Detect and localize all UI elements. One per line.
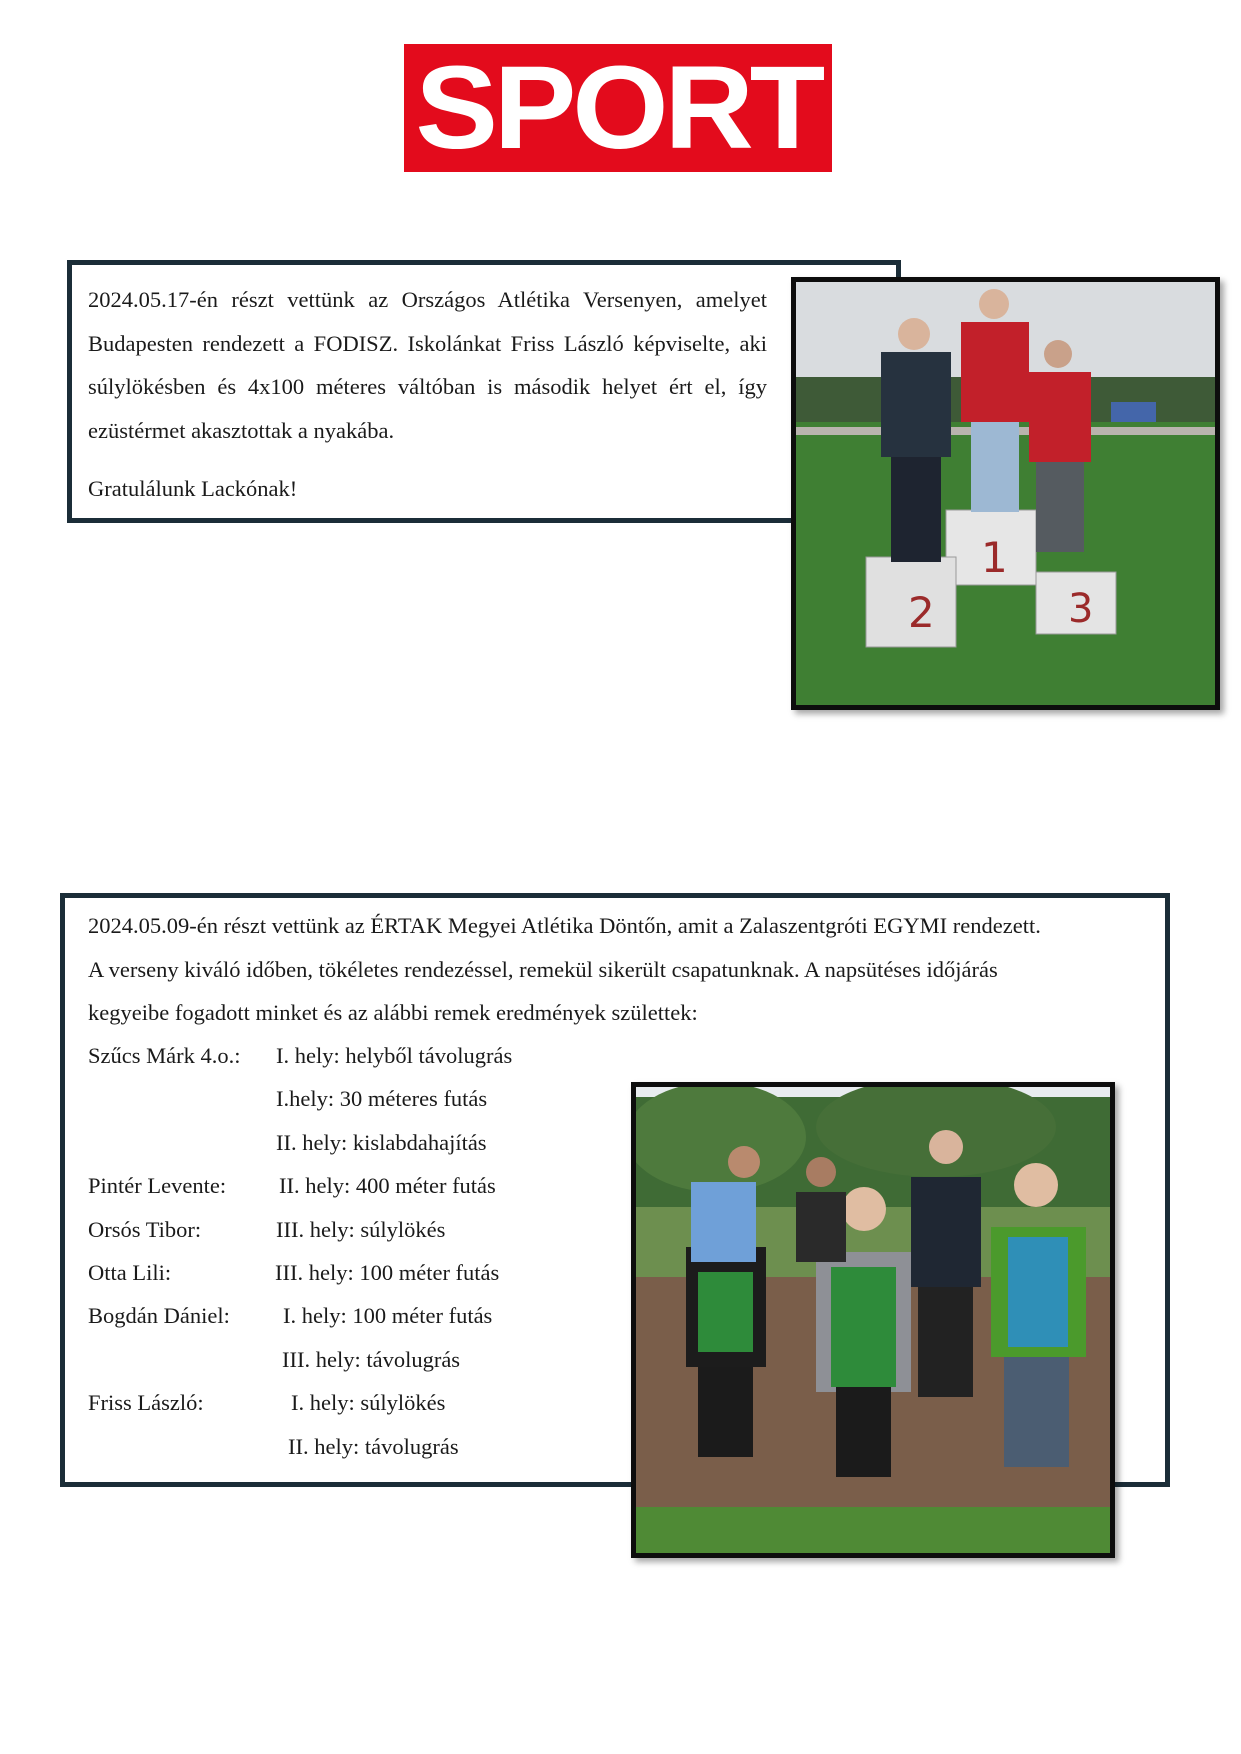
- athlete-name: Friss László:: [88, 1390, 204, 1416]
- article2-line: A verseny kiváló időben, tökéletes rendezéssel, remekül sikerült csapatunknak. A napsütéses időjárás: [88, 956, 998, 982]
- podium-label-3: 3: [1068, 586, 1094, 632]
- podium-photo: [791, 277, 1220, 710]
- result-text: II. hely: távolugrás: [288, 1433, 459, 1459]
- athlete-name: Pintér Levente:: [88, 1173, 227, 1199]
- article1-paragraph: 2024.05.17-én részt vettünk az Országos Atlétika Versenyen, amelyet Budapesten rendezett a FODISZ. Iskolánkat Friss László képviselte, aki súlylökésben és 4x100 méteres váltóban is második helyet ért el, így ezüstérmet akasztottak a nyakába.: [88, 287, 767, 443]
- result-text: III. hely: távolugrás: [282, 1346, 461, 1372]
- article2-line: 2024.05.09-én részt vettünk az ÉRTAK Megyei Atlétika Döntőn, amit a Zalaszentgróti EGYMI rendezett.: [88, 913, 1041, 938]
- podium-label-1: 1: [981, 533, 1008, 582]
- result-text: I. hely: súlylökés: [291, 1390, 446, 1416]
- sport-logo: [404, 44, 832, 172]
- result-text: III. hely: súlylökés: [276, 1216, 446, 1242]
- team-photo: [631, 1082, 1115, 1558]
- article1-congrats: Gratulálunk Lackónak!: [88, 476, 298, 501]
- athlete-name: Otta Lili:: [88, 1259, 172, 1285]
- logo-text: SPORT: [415, 42, 821, 174]
- podium-label-2: 2: [908, 588, 935, 637]
- result-text: II. hely: 400 méter futás: [279, 1173, 496, 1199]
- result-text: I. hely: helyből távolugrás: [276, 1043, 513, 1068]
- result-text: II. hely: kislabdahajítás: [276, 1129, 487, 1155]
- result-text: III. hely: 100 méter futás: [275, 1259, 500, 1285]
- athlete-name: Bogdán Dániel:: [88, 1303, 230, 1329]
- result-text: I. hely: 100 méter futás: [283, 1303, 493, 1329]
- article2-line: kegyeibe fogadott minket és az alábbi remek eredmények születtek:: [88, 1000, 698, 1025]
- article1-text: [88, 278, 767, 511]
- athlete-name: Szűcs Márk 4.o.:: [88, 1043, 241, 1068]
- result-text: I.hely: 30 méteres futás: [276, 1086, 488, 1112]
- athlete-name: Orsós Tibor:: [88, 1216, 202, 1242]
- article2-intro: [88, 904, 1158, 1035]
